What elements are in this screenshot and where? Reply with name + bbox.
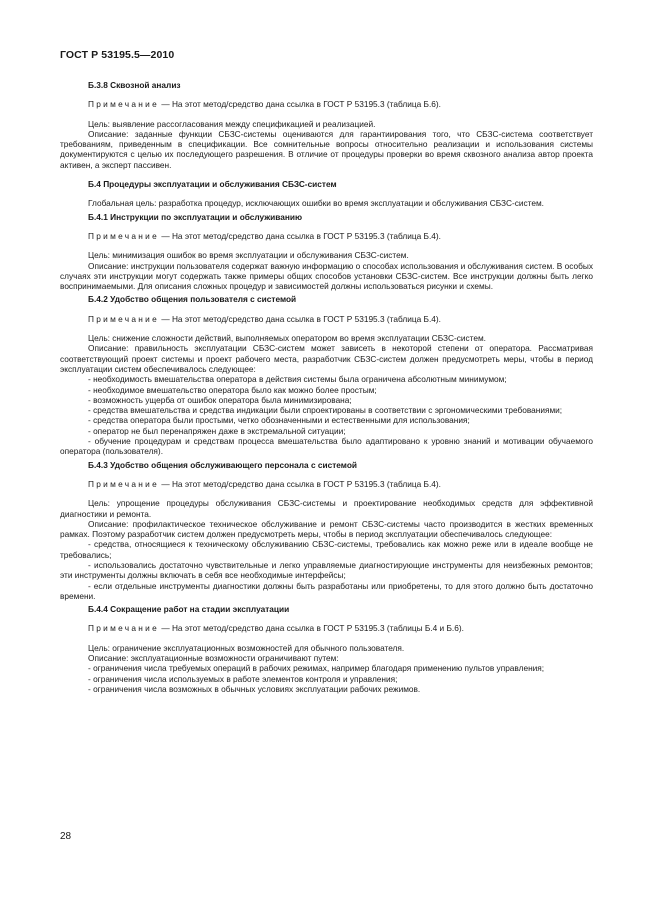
section-heading-b-4-2: Б.4.2 Удобство общения пользователя с системой (88, 294, 297, 305)
note-text: — На этот метод/средство дана ссылка в ГОСТ Р 53195.3 (таблица Б.4). (159, 313, 441, 324)
note-label: Примечание (88, 99, 160, 110)
description-paragraph: Описание: инструкции пользователя содержат важную информацию о способах использования и обслуживания систем. В особых случаях эти инструкции могут содержать также примеры общих способов установки СБЗС-систем. Все инструкции должны быть легко воспринимаемыми. Для описания сложных процедур и зависимостей должны использоваться рисунки и схемы. (60, 260, 593, 292)
global-goal-paragraph: Глобальная цель: разработка процедур, исключающих ошибки во время эксплуатации и обслуживания СБЗС-систем. (88, 198, 544, 209)
document-body (60, 80, 593, 694)
list-item: - необходимое вмешательство оператора было как можно более простым; (88, 384, 377, 395)
list-item: - средства оператора были простыми, четко обозначенными и естественными для использования; (88, 415, 470, 426)
section-heading-b-3-8: Б.3.8 Сквозной анализ (88, 80, 181, 90)
list-item: - возможность ущерба от ошибок оператора была минимизирована; (88, 394, 352, 405)
list-item: - если отдельные инструменты диагностики должны быть разработаны или приобретены, то для этого должно быть достаточно времени. (60, 580, 593, 601)
list-item: - средства, относящиеся к техническому обслуживанию СБЗС-системы, требовались как можно реже или в идеале вообще не требовались; (60, 539, 593, 560)
note-label: Примечание (88, 478, 160, 489)
goal-paragraph: Цель: минимизация ошибок во время эксплуатации и обслуживания СБЗС-систем. (88, 250, 409, 261)
note (60, 231, 593, 241)
section-heading-b-4-4: Б.4.4 Сокращение работ на стадии эксплуатации (88, 604, 290, 615)
list-item: - обучение процедурам и средствам процесса вмешательства было адаптировано к уровню знаний и мотивации обучаемого оператора (пользователя). (60, 436, 593, 457)
note-text: — На этот метод/средство дана ссылка в ГОСТ Р 53195.3 (таблицы Б.4 и Б.6). (159, 623, 464, 634)
list-item: - необходимость вмешательства оператора в действия системы была ограничена абсолютным минимумом; (88, 374, 507, 385)
section-heading-b-4-1: Б.4.1 Инструкции по эксплуатации и обслуживанию (88, 211, 303, 222)
note (60, 479, 593, 489)
section-heading-b-4-3: Б.4.3 Удобство общения обслуживающего персонала с системой (88, 459, 357, 470)
document-header: ГОСТ Р 53195.5—2010 (60, 49, 175, 61)
goal-paragraph: Цель: выявление рассогласования между спецификацией и реализацией. (88, 118, 376, 129)
list-item: - средства вмешательства и средства индикации были спроектированы в соответствии с эргономическими требованиями; (88, 405, 563, 416)
list-item: - оператор не был перенапряжен даже в экстремальной ситуации; (88, 425, 346, 436)
note-label: Примечание (88, 313, 160, 324)
note-text: — На этот метод/средство дана ссылка в ГОСТ Р 53195.3 (таблица Б.4). (159, 230, 441, 241)
goal-paragraph: Цель: упрощение процедуры обслуживания СБЗС-системы и проектирование необходимых средств для эффективной диагностики и ремонта. (60, 498, 593, 519)
description-paragraph: Описание: эксплуатационные возможности ограничивают путем: (88, 653, 339, 664)
note-text: — На этот метод/средство дана ссылка в ГОСТ Р 53195.3 (таблица Б.6). (159, 99, 441, 110)
note-label: Примечание (88, 230, 160, 241)
description-paragraph: Описание: правильность эксплуатации СБЗС-систем может зависеть в некоторой степени от оператора. Рассматривая соответствующий проект системы и проект рабочего места, разработчик СБЗС-систем должен предусмотреть меры, чтобы в период эксплуатации систем обеспечивалось следующее: (60, 343, 593, 374)
note-text: — На этот метод/средство дана ссылка в ГОСТ Р 53195.3 (таблица Б.4). (159, 478, 441, 489)
list-item: - ограничения числа требуемых операций в рабочих режимах, например благодаря применению пультов управления; (88, 663, 545, 674)
section-heading-b-4: Б.4 Процедуры эксплуатации и обслуживания СБЗС-систем (88, 179, 337, 190)
description-paragraph: Описание: профилактическое техническое обслуживание и ремонт СБЗС-системы часто производится в жестких временных рамках. Поэтому разработчик систем должен предусмотреть меры, чтобы в период эксплуатации обеспечивалось следующее: (60, 518, 593, 540)
note-label: Примечание (88, 623, 160, 634)
list-item: - ограничения числа используемых в работе элементов контроля и управления; (88, 673, 398, 684)
note (60, 314, 593, 324)
note (60, 99, 593, 109)
goal-paragraph: Цель: ограничение эксплуатационных возможностей для обычного пользователя. (88, 642, 405, 653)
description-paragraph: Описание: заданные функции СБЗС-системы оцениваются для гарантиирования того, что СБЗС-система соответствует требованиям, приведенным в спецификации. Все сомнительные вопросы относительно реализации и использования системы документируются с целью их последующего разрешения. В отличие от процедуры проверки во время сквозного анализа автор проекта активен, а эксперт пассивен. (60, 128, 593, 170)
goal-paragraph: Цель: снижение сложности действий, выполняемых оператором во время эксплуатации СБЗС-систем. (88, 333, 486, 344)
page-number: 28 (60, 831, 72, 842)
note (60, 623, 593, 633)
list-item: - использовались достаточно чувствительные и легко управляемые диагностирующие инструменты для неизбежных ремонтов; эти инструменты должны включать в себя все необходимые интерфейсы; (60, 559, 593, 581)
list-item: - ограничения числа возможных в обычных условиях эксплуатации рабочих режимов. (88, 683, 421, 694)
